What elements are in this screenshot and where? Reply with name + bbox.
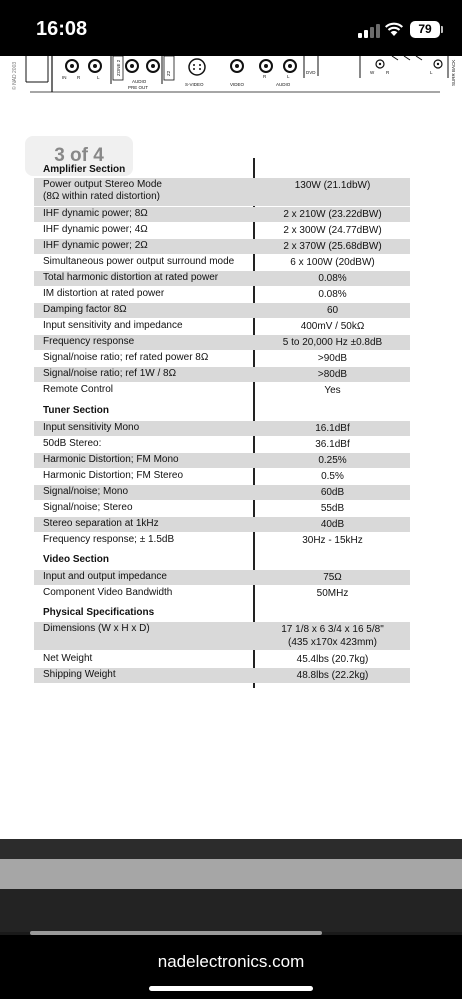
spec-param: IM distortion at rated power <box>43 288 165 299</box>
url-text[interactable]: nadelectronics.com <box>157 952 305 971</box>
address-bar[interactable] <box>0 936 462 999</box>
spec-param: Stereo separation at 1kHz <box>43 518 159 529</box>
spec-value: 16.1dBf <box>315 423 350 434</box>
horizontal-scrollbar[interactable] <box>30 931 322 935</box>
spec-param: Frequency response <box>43 336 135 347</box>
spec-param: Component Video Bandwidth <box>43 587 173 598</box>
spec-value: 45.4lbs (20.7kg) <box>296 654 369 665</box>
spec-value: 30Hz - 15kHz <box>302 535 363 546</box>
spec-row <box>34 517 410 532</box>
spec-param: Input and output impedance <box>43 571 167 582</box>
status-bar <box>0 0 462 56</box>
spec-row <box>34 533 410 548</box>
spec-row <box>34 501 410 516</box>
spec-param: Harmonic Distortion; FM Mono <box>43 454 179 465</box>
spec-value: 60dB <box>320 487 345 498</box>
copyright-text: © NAD 2003 <box>12 61 18 90</box>
spec-value: 17 1/8 x 6 3/4 x 16 5/8" (435 x170x 423mm) <box>281 624 384 648</box>
spec-row <box>34 668 410 683</box>
spec-param: Damping factor 8Ω <box>43 304 127 315</box>
spec-row <box>34 453 410 468</box>
spec-value: 55dB <box>320 503 345 514</box>
label-pre-out: PRE OUT <box>128 85 149 90</box>
spec-value: 60 <box>326 305 339 316</box>
label-surr-back: SURR BACK <box>451 59 456 86</box>
clock: 16:08 <box>36 18 88 40</box>
spec-row <box>34 367 410 382</box>
spec-row <box>34 469 410 484</box>
spec-param: Frequency response; ± 1.5dB <box>43 534 175 545</box>
label-l-3: L <box>430 70 433 75</box>
spec-value: Yes <box>324 385 341 396</box>
spec-row <box>34 271 410 286</box>
label-l-2: L <box>287 74 290 79</box>
spec-row <box>34 351 410 366</box>
spec-param: Input sensitivity and impedance <box>43 320 183 331</box>
spec-param: Harmonic Distortion; FM Stereo <box>43 470 184 481</box>
spec-value: 40dB <box>320 519 345 530</box>
label-l: L <box>97 75 100 80</box>
spec-row <box>34 622 410 650</box>
label-r-2: R <box>263 74 267 79</box>
spec-value: 2 x 210W (23.22dBW) <box>283 209 382 220</box>
spec-row <box>34 303 410 318</box>
battery-cap <box>441 26 443 33</box>
label-z2: Z2 <box>166 70 171 76</box>
rear-panel-diagram <box>0 56 462 128</box>
spec-row <box>34 421 410 436</box>
section-title-tuner: Tuner Section <box>43 405 109 416</box>
spec-row <box>34 223 410 238</box>
spec-row <box>34 178 410 206</box>
spec-row <box>34 485 410 500</box>
spec-value: 48.8lbs (22.2kg) <box>296 670 369 681</box>
toolbar-band <box>0 859 462 889</box>
spec-param: Signal/noise ratio; ref rated power 8Ω <box>43 352 209 363</box>
label-zone2: ZONE 2 <box>116 59 121 76</box>
spec-param: Total harmonic distortion at rated power <box>43 272 219 283</box>
spec-value: 130W (21.1dbW) <box>294 180 371 191</box>
label-s-video: S-VIDEO <box>185 82 204 87</box>
spec-row <box>34 383 410 398</box>
spec-row <box>34 319 410 334</box>
home-indicator[interactable] <box>149 986 313 991</box>
signal-icon <box>358 24 380 38</box>
spec-value: 2 x 370W (25.68dBW) <box>283 241 382 252</box>
label-audio-2: AUDIO <box>276 82 291 87</box>
spec-row <box>34 335 410 350</box>
spec-value: >80dB <box>317 369 348 380</box>
spec-param: Input sensitivity Mono <box>43 422 140 433</box>
spec-value: >90dB <box>317 353 348 364</box>
label-video: VIDEO <box>230 82 245 87</box>
spec-param: IHF dynamic power; 2Ω <box>43 240 148 251</box>
spec-param: IHF dynamic power; 4Ω <box>43 224 148 235</box>
spec-value: 75Ω <box>323 572 342 583</box>
wifi-icon <box>384 21 404 37</box>
spec-param: Shipping Weight <box>43 669 116 680</box>
spec-row <box>34 255 410 270</box>
section-title-video: Video Section <box>43 554 109 565</box>
spec-row <box>34 586 410 601</box>
spec-value: 50MHz <box>316 588 349 599</box>
label-in: IN <box>62 75 67 80</box>
spec-param: Signal/noise; Stereo <box>43 502 133 513</box>
spec-row <box>34 287 410 302</box>
spec-value: 0.25% <box>318 455 347 466</box>
spec-value: 0.5% <box>321 471 344 482</box>
spec-param: IHF dynamic power; 8Ω <box>43 208 148 219</box>
label-dvd: DVD <box>306 70 316 75</box>
spec-param: Signal/noise; Mono <box>43 486 129 497</box>
spec-param: 50dB Stereo: <box>43 438 102 449</box>
section-title-physical: Physical Specifications <box>43 607 155 618</box>
browser-toolbar <box>0 889 462 935</box>
spec-value: 0.08% <box>318 289 347 300</box>
spec-value: 2 x 300W (24.77dBW) <box>283 225 382 236</box>
spec-row <box>34 239 410 254</box>
spec-row <box>34 570 410 585</box>
spec-value: 0.08% <box>318 273 347 284</box>
spec-row <box>34 652 410 667</box>
label-audio: AUDIO <box>132 79 147 84</box>
viewer-bottom-bar <box>0 839 462 859</box>
spec-row <box>34 207 410 222</box>
spec-param: Net Weight <box>43 653 93 664</box>
spec-value: 5 to 20,000 Hz ±0.8dB <box>282 337 383 348</box>
spec-param: Signal/noise ratio; ref 1W / 8Ω <box>43 368 177 379</box>
label-r: R <box>77 75 81 80</box>
spec-value: 400mV / 50kΩ <box>300 321 365 332</box>
section-title-amplifier: Amplifier Section <box>43 164 126 175</box>
spec-param: Remote Control <box>43 384 114 395</box>
page-indicator: 3 of 4 <box>25 136 133 176</box>
spec-param: Simultaneous power output surround mode <box>43 256 235 267</box>
spec-row <box>34 437 410 452</box>
spec-value: 36.1dBf <box>315 439 350 450</box>
label-w: W <box>370 70 375 75</box>
spec-param: Power output Stereo Mode (8Ω within rated distortion) <box>43 179 162 202</box>
label-r-3: R <box>386 70 390 75</box>
document-viewer[interactable] <box>0 56 462 839</box>
spec-value: 6 x 100W (20dBW) <box>290 257 375 268</box>
spec-param: Dimensions (W x H x D) <box>43 623 150 634</box>
battery-icon: 79 <box>410 21 440 38</box>
